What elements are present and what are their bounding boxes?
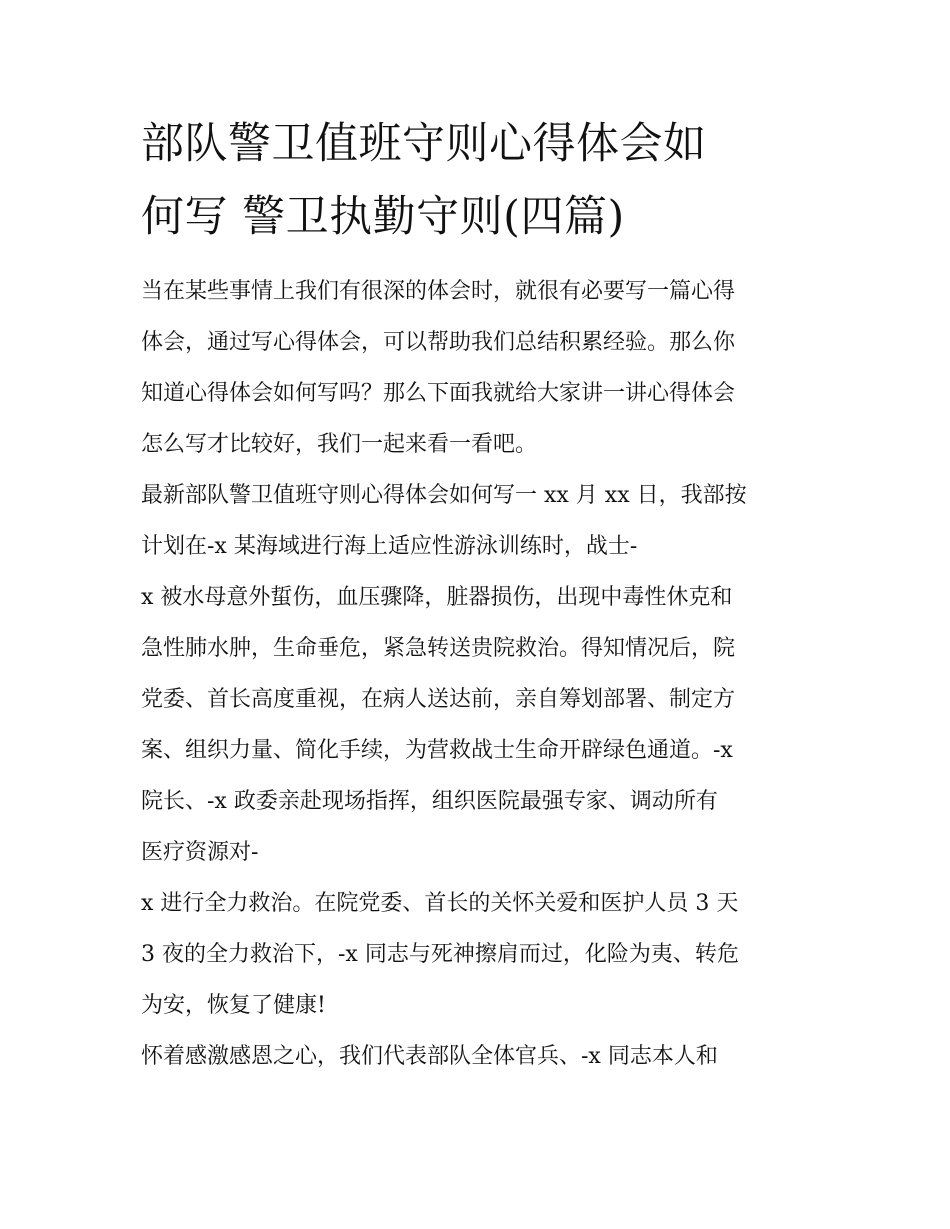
body-line: 医疗资源对-	[141, 840, 259, 865]
title-line: 部队警卫值班守则心得体会如	[141, 119, 707, 169]
body-line: 计划在-x 某海域进行海上适应性游泳训练时，战士-	[141, 534, 638, 559]
title-line: 何写 警卫执勤守则(四篇)	[141, 192, 625, 242]
body-line: 3 夜的全力救治下，-x 同志与死神擦肩而过，化险为夷、转危	[141, 942, 739, 967]
document-body	[141, 266, 821, 1082]
body-line: 院长、-x 政委亲赴现场指挥，组织医院最强专家、调动所有	[141, 789, 718, 814]
body-line: 为安，恢复了健康!	[141, 993, 326, 1018]
body-line: 知道心得体会如何写吗？那么下面我就给大家讲一讲心得体会	[141, 381, 736, 406]
body-line: 案、组织力量、简化手续，为营救战士生命开辟绿色通道。-x	[141, 738, 733, 763]
body-line: 怎么写才比较好，我们一起来看一看吧。	[141, 432, 538, 457]
body-line: 当在某些事情上我们有很深的体会时，就很有必要写一篇心得	[141, 279, 736, 304]
document-title	[141, 108, 821, 254]
body-line: x 被水母意外蜇伤，血压骤降，脏器损伤，出现中毒性休克和	[141, 585, 733, 610]
body-line: 体会，通过写心得体会，可以帮助我们总结积累经验。那么你	[141, 330, 736, 355]
document-page	[141, 108, 821, 1082]
body-line: 最新部队警卫值班守则心得体会如何写一 xx 月 xx 日，我部按	[141, 483, 747, 508]
body-line: 急性肺水肿，生命垂危，紧急转送贵院救治。得知情况后，院	[141, 636, 736, 661]
body-line: 怀着感激感恩之心，我们代表部队全体官兵、-x 同志本人和	[141, 1044, 718, 1069]
body-line: x 进行全力救治。在院党委、首长的关怀关爱和医护人员 3 天	[141, 891, 739, 916]
body-line: 党委、首长高度重视，在病人送达前，亲自筹划部署、制定方	[141, 687, 736, 712]
